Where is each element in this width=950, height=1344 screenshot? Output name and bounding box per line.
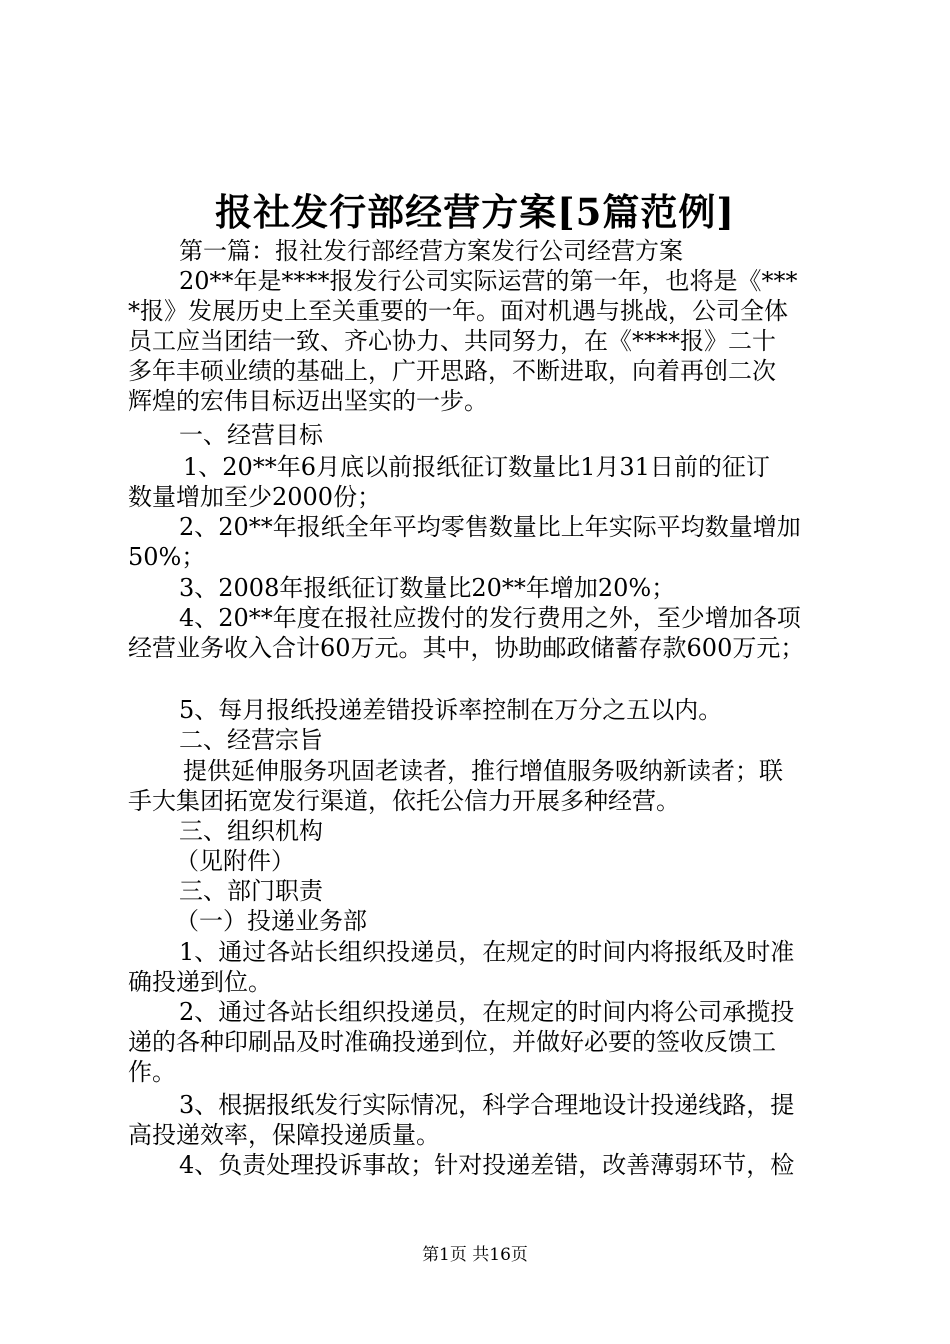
paragraph-line: 1、通过各站长组织投递员，在规定的时间内将报纸及时准 [179, 938, 795, 966]
paragraph-line: 递的各种印刷品及时准确投递到位，并做好必要的签收反馈工 [128, 1028, 776, 1056]
paragraph-line: 2、20**年报纸全年平均零售数量比上年实际平均数量增加 [179, 513, 801, 541]
paragraph-line: （见附件） [175, 847, 295, 875]
paragraph-line: 3、2008年报纸征订数量比20**年增加20%； [179, 574, 676, 602]
section-heading: 三、组织机构 [179, 817, 323, 845]
paragraph-line: 多年丰硕业绩的基础上，广开思路，不断进取，向着再创二次 [128, 357, 776, 385]
paragraph-line: 3、根据报纸发行实际情况，科学合理地设计投递线路，提 [179, 1091, 795, 1119]
paragraph-line: 1、20**年6月底以前报纸征订数量比1月31日前的征订 [183, 453, 770, 481]
paragraph-line: 数量增加至少2000份； [128, 483, 382, 511]
paragraph-line: *报》发展历史上至关重要的一年。面对机遇与挑战，公司全体 [128, 297, 788, 325]
paragraph-line: 提供延伸服务巩固老读者，推行增值服务吸纳新读者；联 [183, 757, 783, 785]
paragraph-line: 2、通过各站长组织投递员，在规定的时间内将公司承揽投 [179, 998, 795, 1026]
section-heading: 第一篇：报社发行部经营方案发行公司经营方案 [179, 237, 683, 265]
paragraph-line: 经营业务收入合计60万元。其中，协助邮政储蓄存款600万元； [128, 634, 805, 662]
paragraph-line: 手大集团拓宽发行渠道，依托公信力开展多种经营。 [128, 787, 680, 815]
paragraph-line: 作。 [128, 1058, 176, 1086]
paragraph-line: 5、每月报纸投递差错投诉率控制在万分之五以内。 [179, 696, 723, 724]
paragraph-line: 辉煌的宏伟目标迈出坚实的一步。 [128, 387, 488, 415]
paragraph-line: 4、20**年度在报社应拨付的发行费用之外，至少增加各项 [179, 604, 801, 632]
page-number-footer: 第1页 共16页 [422, 1245, 528, 1265]
paragraph-line: 员工应当团结一致、齐心协力、共同努力，在《****报》二十 [128, 327, 776, 355]
paragraph-line: 4、负责处理投诉事故；针对投递差错，改善薄弱环节，检 [179, 1151, 795, 1179]
paragraph-line: 50%； [128, 543, 206, 571]
subsection-heading: （一）投递业务部 [175, 907, 367, 935]
document-title: 报社发行部经营方案[5篇范例] [215, 190, 735, 234]
paragraph-line: 20**年是****报发行公司实际运营的第一年，也将是《*** [179, 267, 798, 295]
section-heading: 三、部门职责 [179, 877, 323, 905]
section-heading: 一、经营目标 [179, 421, 323, 449]
section-heading: 二、经营宗旨 [179, 726, 323, 754]
paragraph-line: 确投递到位。 [128, 968, 272, 996]
paragraph-line: 高投递效率，保障投递质量。 [128, 1121, 440, 1149]
